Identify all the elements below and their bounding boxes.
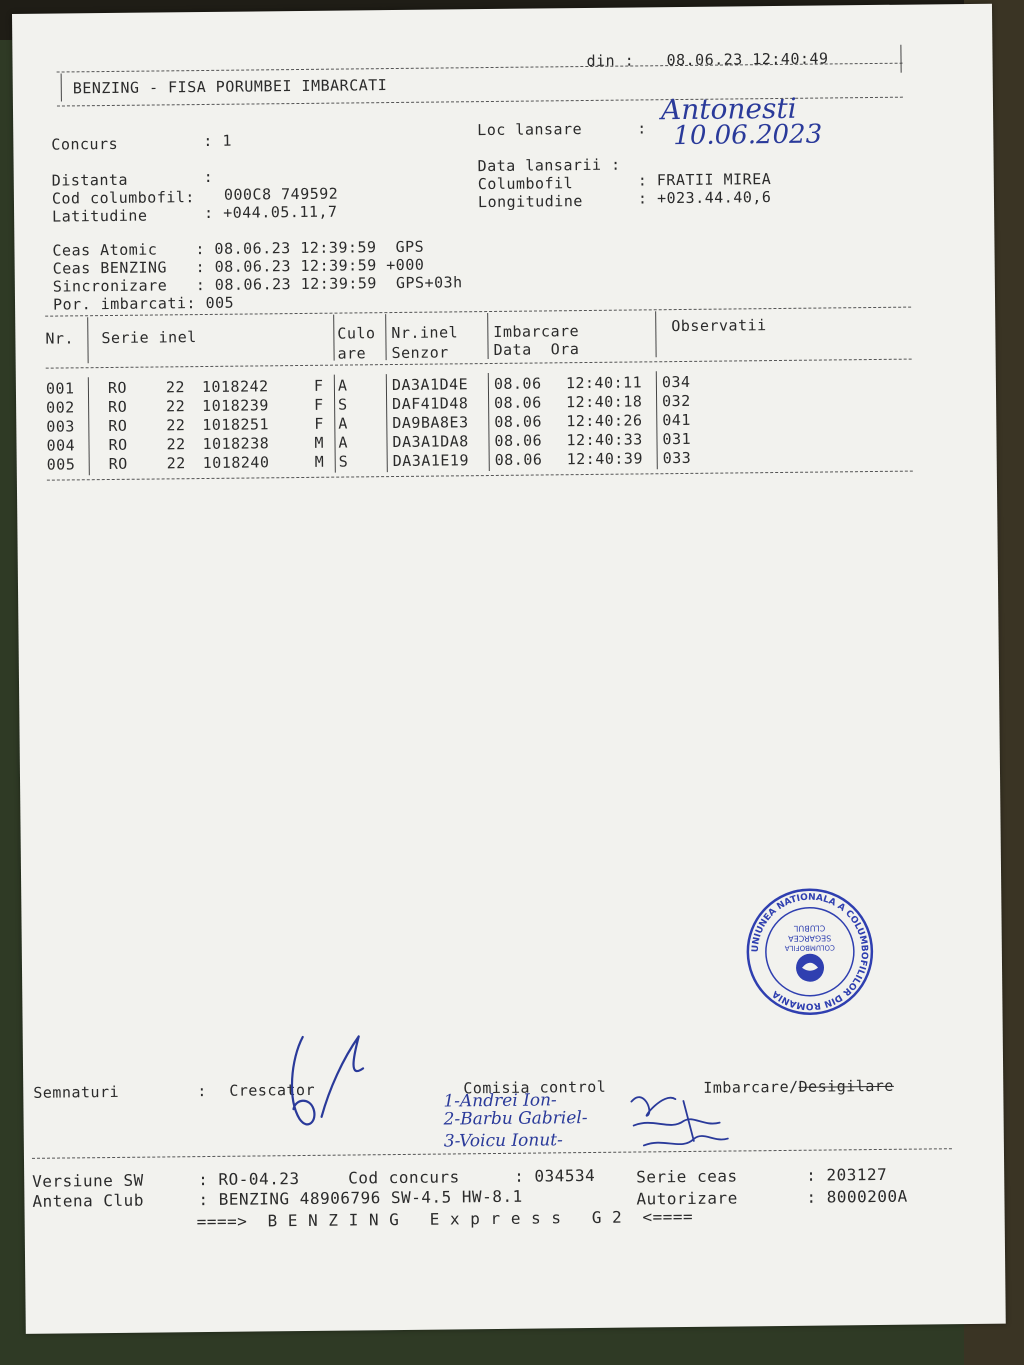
data-lansare-handwritten: 10.06.2023 — [673, 119, 823, 152]
autorizare-label: Autorizare — [636, 1188, 738, 1209]
data-lansarii-label: Data lansarii : — [477, 155, 621, 176]
cod-columbofil-label: Cod columbofil: — [51, 188, 195, 208]
cell-nr: 003 — [46, 417, 76, 436]
cell-ora: 12:40:39 — [566, 449, 644, 469]
commission-member-1: 1-Andrei Ion- — [443, 1090, 557, 1112]
cell-inel: 1018239 — [202, 396, 269, 416]
cell-sex: M — [314, 452, 325, 471]
body-sep-3 — [386, 374, 388, 472]
cell-inel: 1018251 — [202, 415, 270, 435]
latitudine-value: : +044.05.11,7 — [204, 202, 338, 222]
cell-obs: 031 — [662, 429, 692, 449]
cell-inel: 1018242 — [201, 377, 269, 397]
cell-senzor: DA3A1DA8 — [392, 432, 469, 452]
serie-ceas-label: Serie ceas — [636, 1166, 738, 1187]
cod-concurs-label: Cod concurs — [348, 1167, 460, 1188]
body-sep-2 — [334, 375, 336, 473]
cell-senzor: DA3A1E19 — [392, 451, 470, 471]
commission-member-2: 2-Barbu Gabriel- — [443, 1108, 588, 1130]
din-value: 08.06.23 12:40:49 — [666, 49, 829, 70]
cell-nr: 004 — [46, 436, 76, 455]
brand-line: ====> B E N Z I N G E x p r e s s G 2 <==== — [196, 1206, 694, 1232]
cell-tara: RO — [107, 378, 128, 398]
concurs-label: Concurs — [51, 134, 119, 154]
crescator-label: Crescator — [229, 1080, 316, 1100]
header-imbarcare: Imbarcare — [493, 322, 580, 341]
club-stamp — [743, 885, 876, 1018]
loc-lansare-handwritten: Antonesti — [660, 91, 797, 127]
distanta-label: Distanta — [51, 170, 129, 190]
header-senzor: Senzor — [391, 343, 449, 363]
form-title: BENZING - FISA PORUMBEI IMBARCATI — [72, 76, 388, 98]
latitudine-label: Latitudine — [52, 206, 148, 226]
header-are: are — [337, 344, 367, 363]
cell-senzor: DAF41D48 — [392, 394, 469, 414]
columbofil-label: Columbofil — [477, 174, 574, 194]
cell-ora: 12:40:33 — [566, 430, 643, 450]
semnaturi-sep: : — [197, 1082, 207, 1101]
commission-member-3: 3-Voicu Ionut- — [443, 1130, 563, 1152]
cell-an: 22 — [166, 435, 186, 454]
cell-cul: A — [338, 433, 349, 452]
cell-senzor: DA9BA8E3 — [392, 413, 469, 433]
autorizare-value: : 8000200A — [806, 1186, 908, 1207]
cell-sex: F — [314, 395, 324, 414]
header-right-bar — [900, 45, 901, 73]
cell-cul: A — [337, 376, 348, 395]
cell-sex: M — [314, 433, 325, 452]
cell-nr: 002 — [46, 398, 75, 417]
cell-obs: 034 — [661, 372, 691, 392]
header-serie-inel: Serie inel — [101, 328, 197, 348]
longitudine-value: : +023.44.40,6 — [637, 188, 772, 208]
cell-an: 22 — [166, 416, 186, 435]
cell-ora: 12:40:26 — [566, 411, 643, 431]
col-sep-2 — [333, 315, 334, 361]
cell-ora: 12:40:18 — [566, 392, 643, 412]
body-sep-1 — [88, 377, 90, 475]
header-nr: Nr. — [45, 329, 75, 348]
header-nr-inel: Nr.inel — [391, 323, 459, 343]
cell-data: 08.06 — [494, 450, 543, 469]
cell-obs: 041 — [662, 410, 691, 430]
cell-nr: 001 — [45, 379, 75, 398]
cell-cul: S — [338, 452, 349, 471]
stamp-ring-text: UNIUNEA NATIONALA A COLUMBOFILILOR DIN ROMANIA — [750, 892, 869, 1011]
cell-tara: RO — [108, 416, 128, 436]
cell-obs: 032 — [661, 391, 691, 411]
cell-an: 22 — [165, 378, 186, 397]
cell-inel: 1018240 — [202, 453, 270, 473]
cell-obs: 033 — [662, 448, 692, 468]
cell-nr: 005 — [46, 455, 76, 474]
versiune-label: Versiune SW — [32, 1170, 144, 1191]
din-label: din : — [586, 51, 635, 70]
cell-ora: 12:40:11 — [565, 373, 643, 393]
cell-tara: RO — [108, 435, 128, 455]
cell-tara: RO — [108, 454, 128, 474]
cell-inel: 1018238 — [202, 434, 270, 454]
comisia-label: Comisia control — [463, 1077, 607, 1098]
ceas-benzing: Ceas BENZING : 08.06.23 12:39:59 +000 — [52, 255, 425, 278]
cell-cul: S — [338, 395, 348, 414]
longitudine-label: Longitudine — [477, 192, 583, 212]
table-header-rule — [46, 359, 912, 369]
cell-senzor: DA3A1D4E — [391, 375, 469, 395]
por-imbarcati: Por. imbarcati: 005 — [52, 293, 235, 314]
cell-an: 22 — [166, 397, 186, 416]
cell-cul: A — [338, 414, 348, 433]
stamp-inner-text: SEGARCEA — [788, 933, 832, 943]
cell-data: 08.06 — [494, 393, 542, 412]
header-data-ora: Data Ora — [493, 340, 580, 359]
commission-signatures — [623, 1081, 734, 1162]
header-observatii: Observatii — [671, 316, 767, 336]
sincronizare: Sincronizare : 08.06.23 12:39:59 GPS+03h — [52, 273, 463, 296]
header-left-bar — [61, 73, 62, 101]
body-sep-5 — [656, 371, 658, 469]
crescator-signature — [273, 1028, 384, 1139]
col-sep-1 — [87, 317, 88, 363]
serie-ceas-value: : 203127 — [806, 1164, 888, 1185]
header-culo: Culo — [337, 324, 376, 343]
cell-sex: F — [313, 376, 324, 395]
col-sep-3 — [385, 314, 386, 360]
cod-concurs-value: : 034534 — [514, 1165, 596, 1186]
semnaturi-label: Semnaturi — [33, 1082, 120, 1102]
cell-data: 08.06 — [493, 374, 542, 393]
col-sep-4 — [487, 313, 488, 359]
desigilare-text: Desigilare — [798, 1076, 894, 1096]
distanta-value: : — [203, 167, 214, 187]
col-sep-5 — [655, 311, 656, 357]
columbofil-value: : FRATII MIREA — [637, 170, 772, 190]
imbarcare-text: Imbarcare/ — [703, 1077, 799, 1097]
antena-value: : BENZING 48906796 SW-4.5 HW-8.1 — [198, 1186, 523, 1210]
ceas-atomic: Ceas Atomic : 08.06.23 12:39:59 GPS — [52, 237, 425, 260]
stamp-inner-text: COLUMBOFILA — [784, 943, 835, 952]
cell-data: 08.06 — [494, 412, 543, 431]
body-sep-4 — [488, 373, 490, 471]
cell-data: 08.06 — [494, 431, 543, 450]
versiune-value: : RO-04.23 — [198, 1169, 300, 1190]
cell-sex: F — [314, 414, 324, 433]
stamp-inner-text: CLUBUL — [793, 923, 826, 933]
cell-an: 22 — [166, 454, 186, 473]
concurs-value: : 1 — [203, 131, 233, 151]
antena-label: Antena Club — [32, 1190, 144, 1211]
loc-lansare-sep: : — [637, 119, 647, 138]
printed-form — [12, 4, 1006, 1334]
loc-lansare-label: Loc lansare — [477, 120, 583, 140]
cod-columbofil-value: 000C8 749592 — [223, 184, 339, 204]
cell-tara: RO — [108, 397, 128, 417]
